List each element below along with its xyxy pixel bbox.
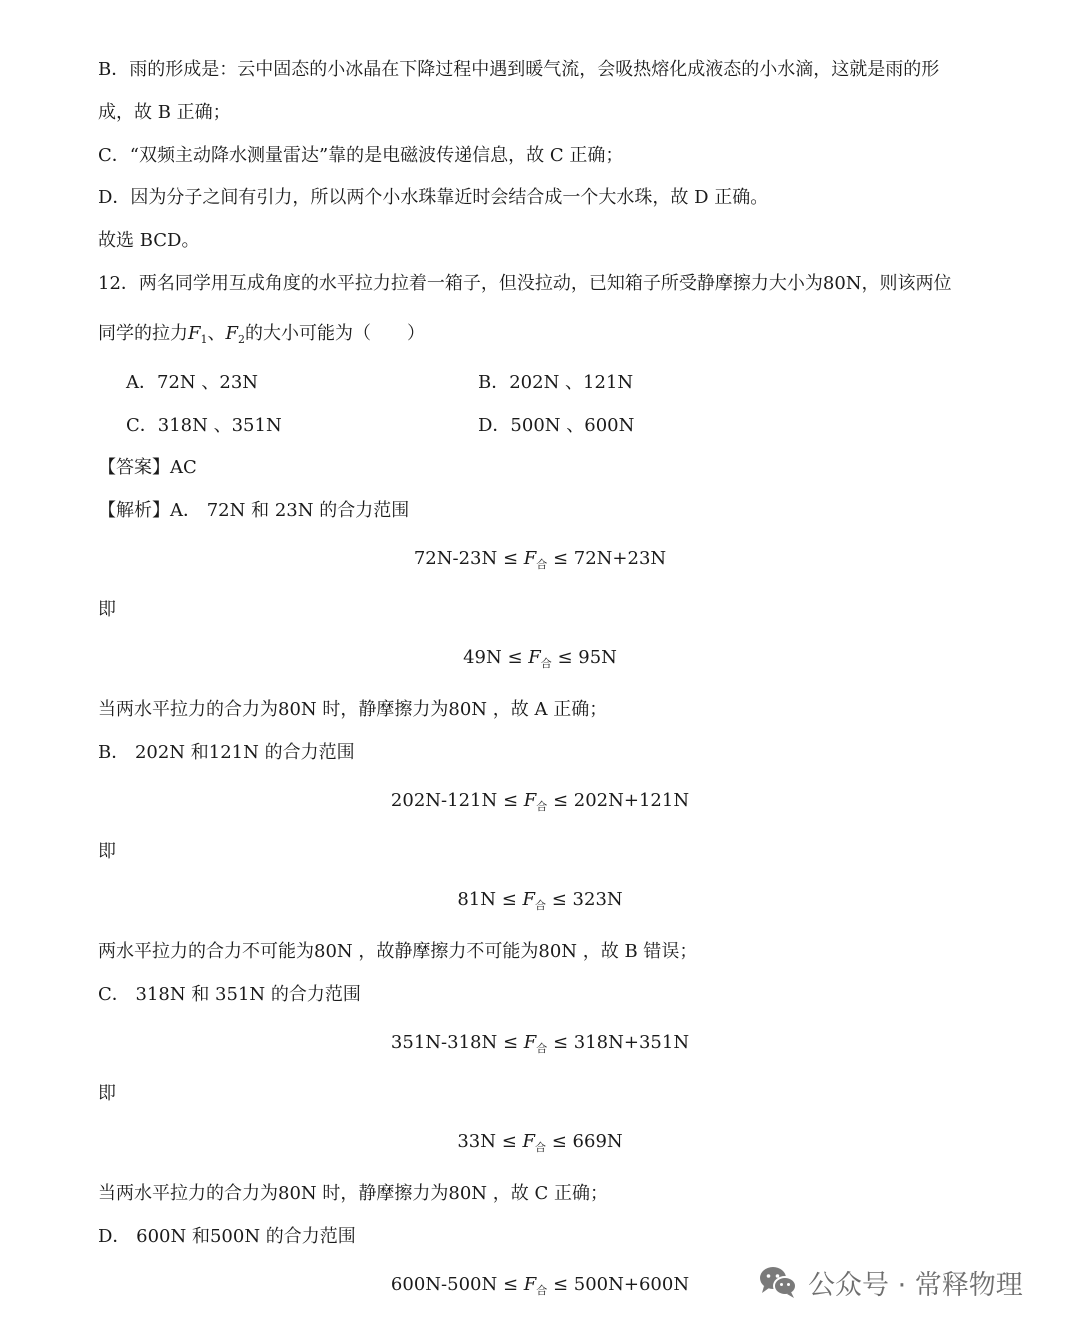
selection-conclusion: 故选 BCD。 bbox=[98, 230, 200, 251]
analysis-c-intro: C． 318N 和 351N 的合力范围 bbox=[98, 984, 361, 1005]
equation-c-result: $33N \le F_合 \le 669N$ bbox=[457, 1131, 623, 1154]
analysis-a-intro: 【解析】A． 72N 和 23N 的合力范围 bbox=[98, 500, 410, 521]
equation-b-result: $81N \le F_合 \le 323N$ bbox=[457, 889, 623, 912]
analysis-b-intro: B． 202N 和121N 的合力范围 bbox=[98, 742, 355, 763]
ji-label: 即 bbox=[98, 841, 116, 862]
wechat-icon bbox=[758, 1265, 798, 1299]
equation-c-range: $351N-318N \le F_合 \le 318N+351N$ bbox=[390, 1032, 690, 1055]
question-12-stem-line2: 同学的拉力$F_1$、$F_2$的大小可能为（ ） bbox=[98, 323, 425, 346]
equation-b-range: $202N-121N \le F_合 \le 202N+121N$ bbox=[390, 790, 690, 813]
analysis-b-conclusion: 两水平拉力的合力不可能为80N ，故静摩擦力不可能为80N ，故 B 错误； bbox=[98, 941, 698, 962]
question-12-stem-line1: 12．两名同学用互成角度的水平拉力拉着一箱子，但没拉动，已知箱子所受静摩擦力大小为80N，则该两位 bbox=[98, 273, 952, 294]
option-b: B．202N 、121N bbox=[478, 372, 634, 393]
equation-d-range: $600N-500N \le F_合 \le 500N+600N$ bbox=[390, 1274, 690, 1297]
option-c: C．318N 、351N bbox=[126, 415, 282, 436]
analysis-c-conclusion: 当两水平拉力的合力为80N 时，静摩擦力为80N ，故 C 正确； bbox=[98, 1183, 608, 1204]
option-d: D．500N 、600N bbox=[478, 415, 635, 436]
analysis-d-intro: D． 600N 和500N 的合力范围 bbox=[98, 1226, 356, 1247]
option-c-explanation: C．“双频主动降水测量雷达”靠的是电磁波传递信息，故 C 正确； bbox=[98, 145, 624, 166]
equation-a-range: $72N-23N \le F_合 \le 72N+23N$ bbox=[413, 548, 667, 571]
watermark-text: 公众号 · 常释物理 bbox=[808, 1269, 1023, 1301]
watermark bbox=[758, 1262, 1023, 1302]
equation-a-result: $49N \le F_合 \le 95N$ bbox=[463, 647, 617, 670]
ji-label: 即 bbox=[98, 599, 116, 620]
option-a: A．72N 、23N bbox=[126, 372, 259, 393]
analysis-a-conclusion: 当两水平拉力的合力为80N 时，静摩擦力为80N ，故 A 正确； bbox=[98, 699, 608, 720]
ji-label: 即 bbox=[98, 1083, 116, 1104]
option-d-explanation: D．因为分子之间有引力，所以两个小水珠靠近时会结合成一个大水珠，故 D 正确。 bbox=[98, 187, 769, 208]
option-b-explanation-line2: 成，故 B 正确； bbox=[98, 102, 231, 123]
answer-line: 【答案】AC bbox=[98, 457, 197, 478]
option-b-explanation-line1: B．雨的形成是：云中固态的小冰晶在下降过程中遇到暖气流，会吸热熔化成液态的小水滴，这就是雨的形 bbox=[98, 59, 940, 80]
